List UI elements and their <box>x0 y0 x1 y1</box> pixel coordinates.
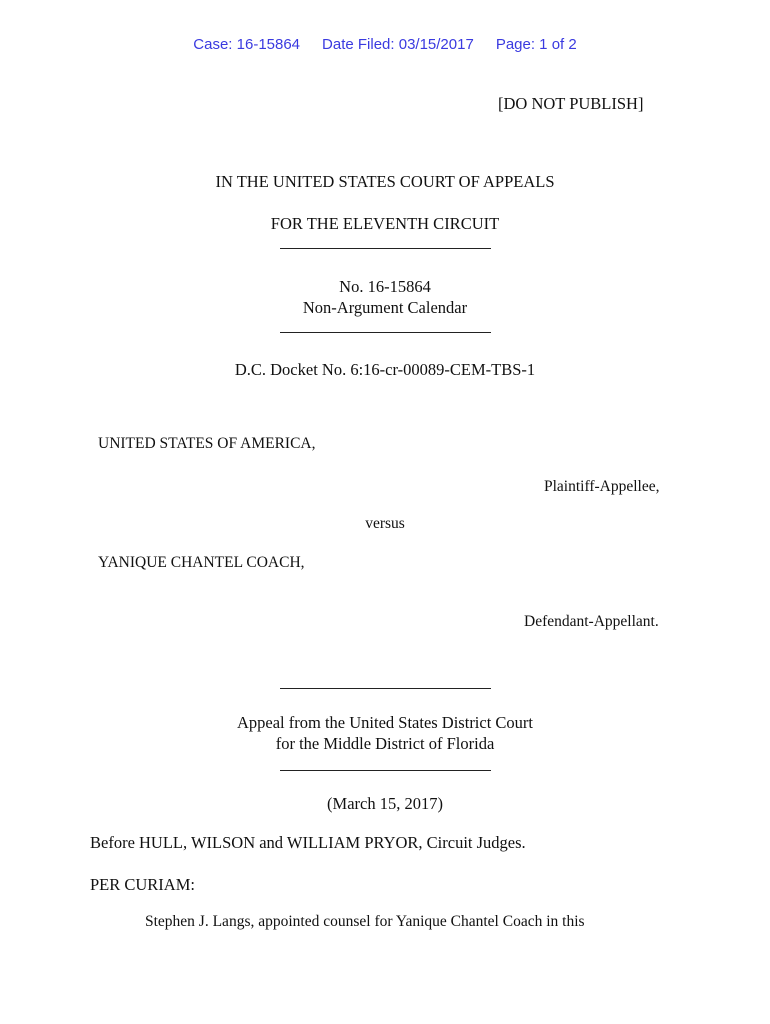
docket-number: D.C. Docket No. 6:16-cr-00089-CEM-TBS-1 <box>234 360 536 379</box>
divider-rule <box>280 688 491 689</box>
case-number-header: Case: 16-15864 <box>193 36 301 53</box>
per-curiam-heading: PER CURIAM: <box>90 875 195 894</box>
page-count-header: Page: 1 of 2 <box>495 36 577 53</box>
panel-judges: Before HULL, WILSON and WILLIAM PRYOR, Circuit Judges. <box>90 833 526 852</box>
plaintiff-name: UNITED STATES OF AMERICA, <box>98 435 316 452</box>
court-title: IN THE UNITED STATES COURT OF APPEALS <box>215 172 555 191</box>
divider-rule <box>280 332 491 333</box>
appeal-district: for the Middle District of Florida <box>275 734 495 753</box>
filing-header <box>0 36 770 53</box>
case-number: No. 16-15864 <box>339 277 431 296</box>
date-filed-header: Date Filed: 03/15/2017 <box>322 36 474 53</box>
plaintiff-role: Plaintiff-Appellee, <box>544 478 660 495</box>
opinion-body-text: Stephen J. Langs, appointed counsel for Yanique Chantel Coach in this <box>145 913 585 930</box>
publish-note: [DO NOT PUBLISH] <box>498 94 644 113</box>
calendar-type: Non-Argument Calendar <box>302 298 468 317</box>
versus-label: versus <box>365 515 405 532</box>
divider-rule <box>280 770 491 771</box>
defendant-name: YANIQUE CHANTEL COACH, <box>98 554 305 571</box>
circuit-title: FOR THE ELEVENTH CIRCUIT <box>270 214 500 233</box>
defendant-role: Defendant-Appellant. <box>524 613 659 630</box>
appeal-origin: Appeal from the United States District Court <box>236 713 534 732</box>
decision-date: (March 15, 2017) <box>327 794 443 813</box>
divider-rule <box>280 248 491 249</box>
